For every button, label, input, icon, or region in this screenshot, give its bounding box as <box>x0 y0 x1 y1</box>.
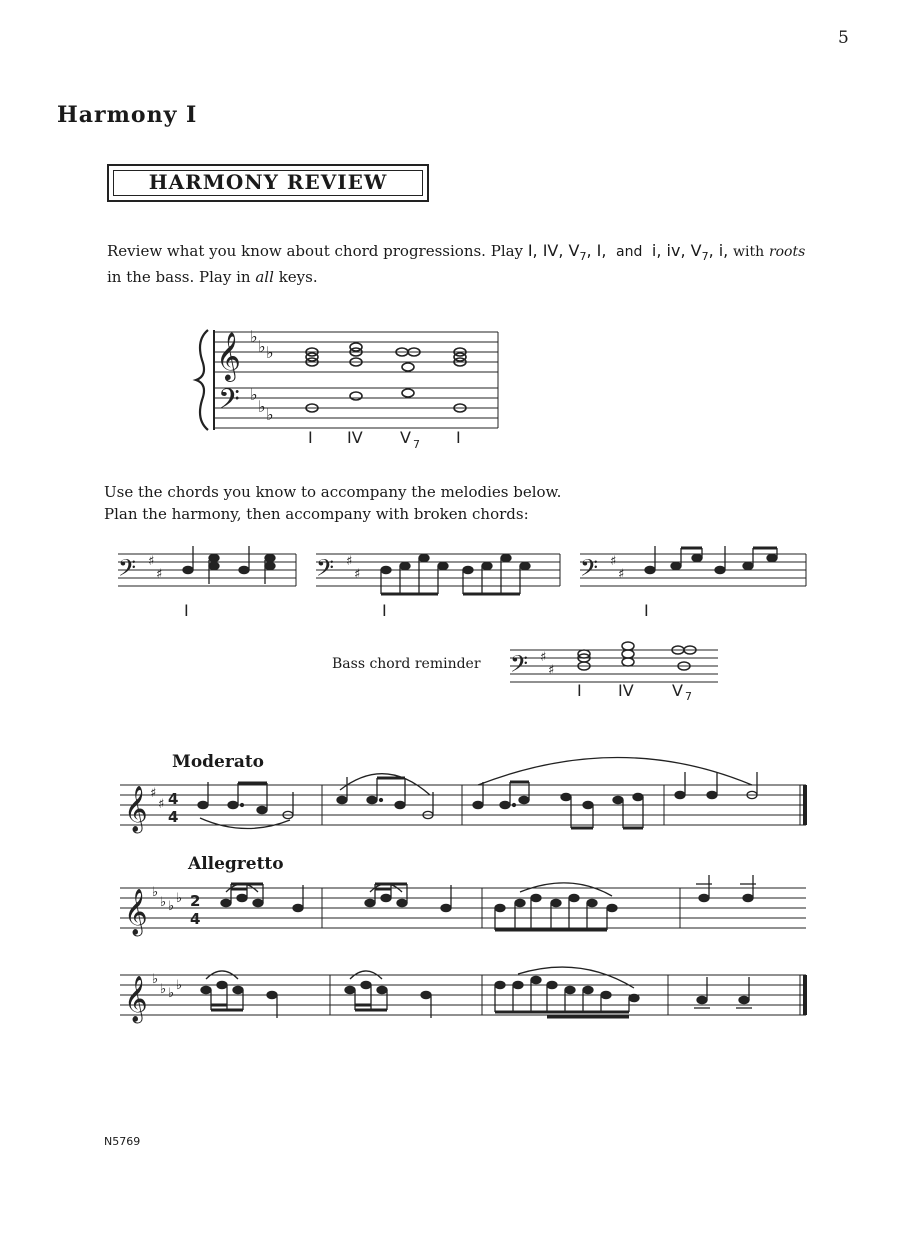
svg-text:♯: ♯ <box>346 554 353 569</box>
svg-text:♯: ♯ <box>354 567 361 582</box>
svg-text:♯: ♯ <box>150 786 157 801</box>
svg-text:♯: ♯ <box>158 797 165 812</box>
svg-text:♭: ♭ <box>152 885 159 900</box>
major-progression: I, IV, V <box>527 241 580 260</box>
intro-text-2b: keys. <box>278 268 318 286</box>
grand-staff <box>196 330 498 430</box>
progression-labels <box>308 428 461 451</box>
intro-text-2a: in the bass. Play in <box>107 268 251 286</box>
reminder-labels <box>577 681 692 703</box>
bass-clef-icon: 𝄢 <box>316 554 335 587</box>
melody-1-notes <box>198 758 757 829</box>
progression-label: I <box>308 428 313 447</box>
svg-text:♯: ♯ <box>618 567 625 582</box>
melody-2-notes <box>221 875 756 930</box>
instructions-line-2: Plan the harmony, then accompany with broken chords: <box>104 505 529 523</box>
minor-seven-sub: 7 <box>701 250 709 263</box>
intro-text: Review what you know about chord progressions. Play <box>107 242 524 260</box>
bass-clef-icon: 𝄢 <box>510 650 529 683</box>
exercise-3-notes <box>645 546 777 574</box>
treble-clef-icon: 𝄞 <box>124 786 148 832</box>
progression-label: V <box>400 428 411 447</box>
melody-2-time <box>190 892 200 928</box>
melody-1-time <box>168 790 178 826</box>
svg-text:♭: ♭ <box>258 337 266 356</box>
treble-chords <box>306 343 466 412</box>
svg-text:4: 4 <box>168 790 179 808</box>
svg-text:♭: ♭ <box>258 397 266 416</box>
bass-clef-icon: 𝄢 <box>118 554 137 587</box>
svg-text:♭: ♭ <box>250 385 258 404</box>
tempo-moderato: Moderato <box>172 752 265 772</box>
melody-2-flats <box>152 885 182 914</box>
svg-text:♭: ♭ <box>160 982 167 997</box>
svg-text:♯: ♯ <box>540 650 547 665</box>
minor-progression: i, iv, V <box>651 241 702 260</box>
publisher-code: N5769 <box>104 1135 141 1148</box>
svg-text:♯: ♯ <box>548 663 555 678</box>
exercise-label: I <box>644 601 649 620</box>
svg-text:♭: ♭ <box>152 972 159 987</box>
section-title: Harmony I <box>57 102 198 128</box>
svg-text:4: 4 <box>168 808 179 826</box>
brace <box>196 330 208 430</box>
and-word: and <box>616 244 643 260</box>
svg-text:♭: ♭ <box>176 978 183 993</box>
svg-text:♭: ♭ <box>250 327 258 346</box>
svg-text:♭: ♭ <box>160 895 167 910</box>
svg-text:♭: ♭ <box>266 405 274 424</box>
melody-3-flats <box>152 972 182 1001</box>
seven-sub: 7 <box>685 690 692 703</box>
progression-label: I <box>456 428 461 447</box>
major-progression-end: , I, <box>586 241 607 260</box>
exercise-label: I <box>184 601 189 620</box>
melody-1-sharps <box>150 786 164 812</box>
svg-text:♯: ♯ <box>610 554 617 569</box>
major-seven-sub: 7 <box>579 250 587 263</box>
instructions-line-1: Use the chords you know to accompany the melodies below. <box>104 483 562 501</box>
reminder-label: IV <box>618 681 634 700</box>
review-title: HARMONY REVIEW <box>148 170 388 194</box>
svg-text:♯: ♯ <box>148 554 155 569</box>
reminder-label-text: Bass chord reminder <box>332 656 481 672</box>
exercise-labels <box>184 601 649 620</box>
with-word: with <box>733 244 765 260</box>
bass-clef-icon: 𝄢 <box>218 383 240 423</box>
minor-progression-end: , i, <box>708 241 729 260</box>
exercise-label: I <box>382 601 387 620</box>
svg-text:♭: ♭ <box>176 891 183 906</box>
treble-clef-icon: 𝄞 <box>124 976 148 1022</box>
reminder-label: V <box>672 681 683 700</box>
svg-text:♭: ♭ <box>168 986 175 1001</box>
page-number: 5 <box>838 28 849 48</box>
svg-text:♯: ♯ <box>156 567 163 582</box>
seven-sub: 7 <box>413 438 420 451</box>
roots-word: roots <box>768 244 806 260</box>
svg-text:2: 2 <box>190 892 201 910</box>
treble-clef-icon: 𝄞 <box>124 889 148 935</box>
svg-text:♭: ♭ <box>266 343 274 362</box>
bass-clef-icon: 𝄢 <box>580 554 599 587</box>
treble-clef-icon: 𝄞 <box>216 331 241 380</box>
svg-text:♭: ♭ <box>168 899 175 914</box>
svg-text:4: 4 <box>190 910 201 928</box>
progression-label: IV <box>347 428 363 447</box>
tempo-allegretto: Allegretto <box>188 854 284 874</box>
all-word: all <box>255 268 274 286</box>
melody-staff-1 <box>120 785 806 825</box>
reminder-label: I <box>577 681 582 700</box>
exercise-2-notes <box>381 554 530 594</box>
